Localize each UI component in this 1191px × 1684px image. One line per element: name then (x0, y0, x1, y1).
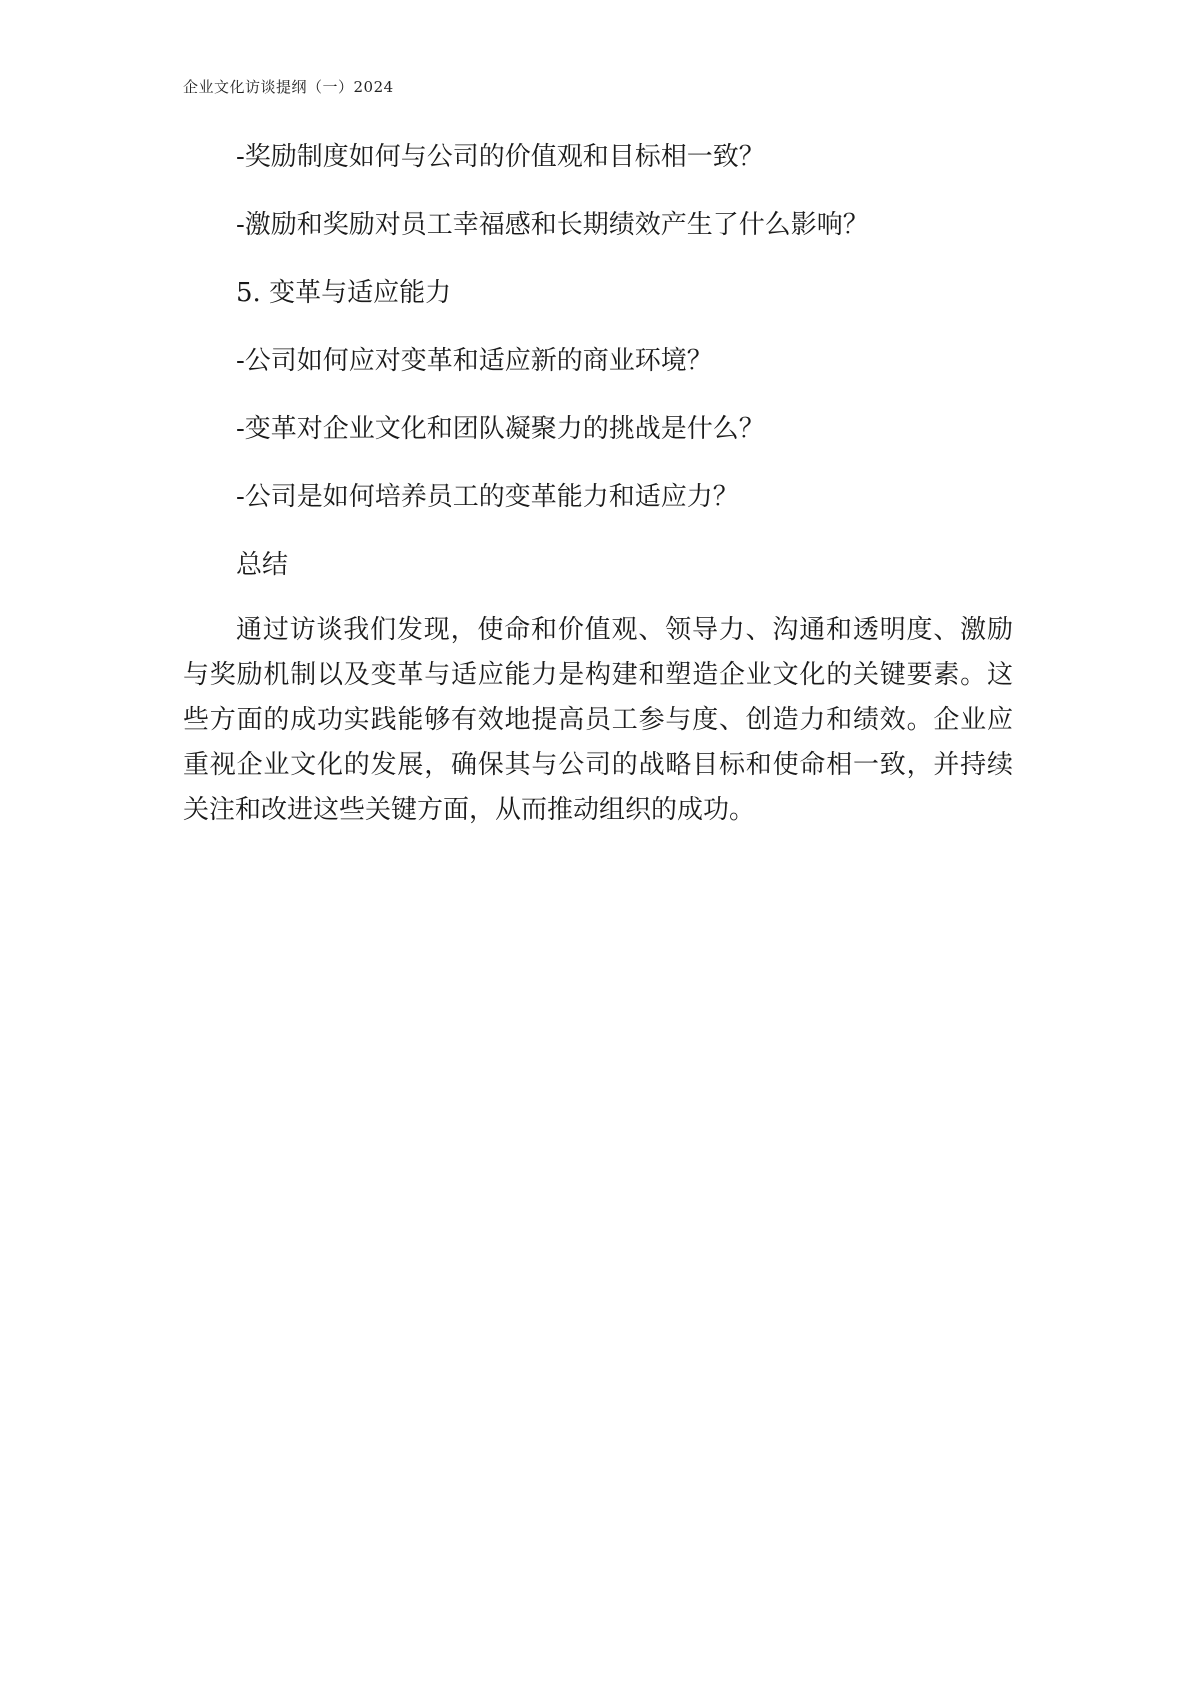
document-body (183, 140, 1013, 833)
running-header: 企业文化访谈提纲（一）2024 (183, 78, 394, 96)
question-change-capability: -公司是如何培养员工的变革能力和适应力？ (236, 482, 739, 512)
section-title-change-adaptability: 5. 变革与适应能力 (236, 278, 452, 308)
summary-paragraph: 通过访谈我们发现，使命和价值观、领导力、沟通和透明度、激励与奖励机制以及变革与适应能力是构建和塑造企业文化的关键要素。这些方面的成功实践能够有效地提高员工参与度、创造力和绩效。企业应重视企业文化的发展，确保其与公司的战略目标和使命相一致，并持续关注和改进这些关键方面，从而推动组织的成功。 (183, 615, 1013, 825)
question-change-challenge: -变革对企业文化和团队凝聚力的挑战是什么？ (236, 414, 765, 444)
question-reward-values: -奖励制度如何与公司的价值观和目标相一致？ (236, 142, 765, 172)
summary-title: 总结 (236, 550, 289, 580)
question-incentive-impact: -激励和奖励对员工幸福感和长期绩效产生了什么影响？ (236, 210, 869, 240)
question-change-response: -公司如何应对变革和适应新的商业环境？ (236, 346, 713, 376)
